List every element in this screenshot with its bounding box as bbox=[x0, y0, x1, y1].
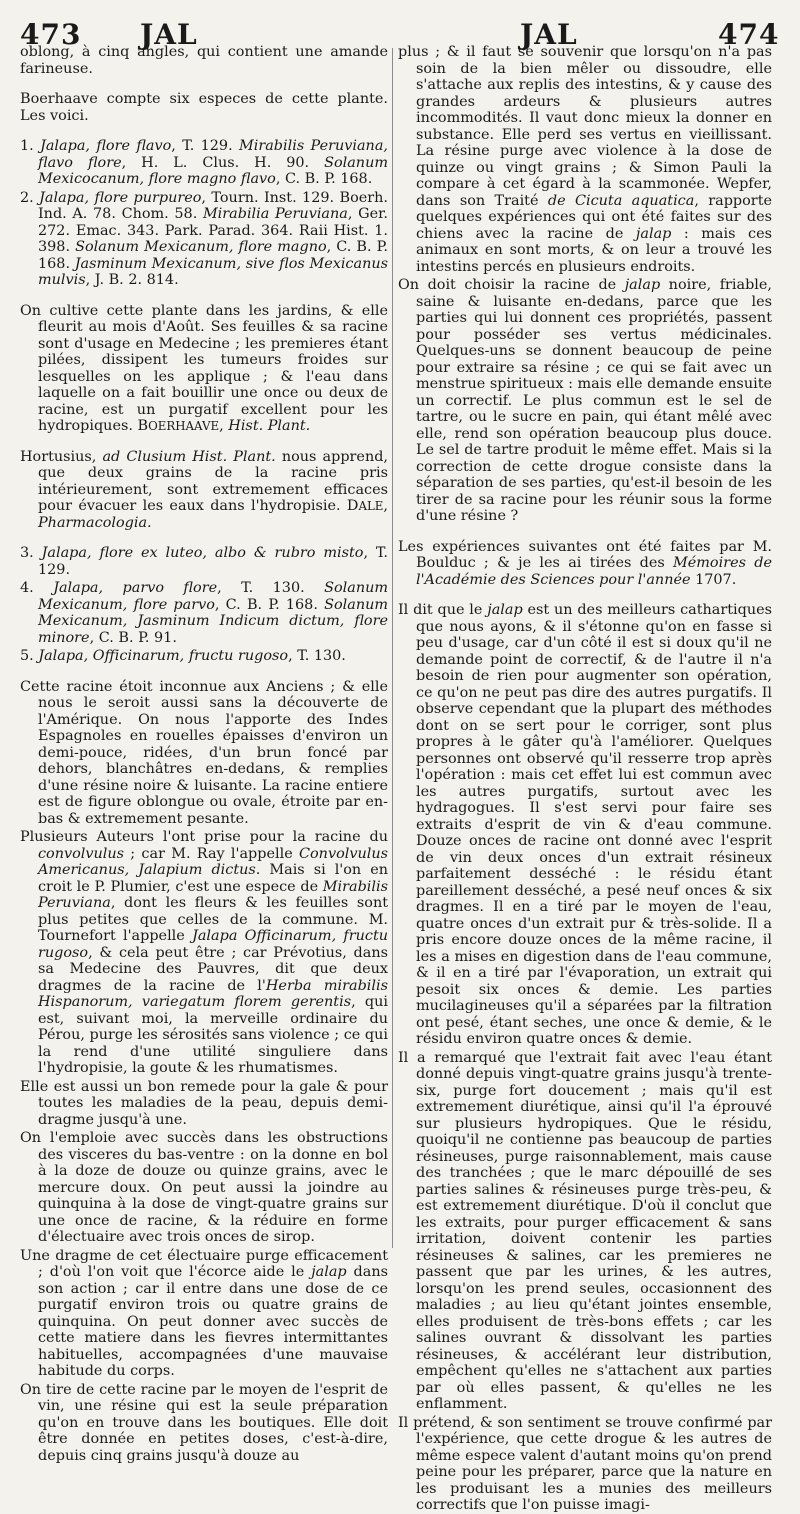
left-paragraph: On cultive cette plante dans les jardins, & elle fleurit au mois d'Août. Ses feuilles & sa racine sont d'usage en Medecine ; les premieres étant pilées, dissipent les tumeurs froides sur lesquelles on les applique ; & l'eau dans laquelle on a fait bouillir une once ou deux de racine, est un purgatif excellent pour les hydropiques. BOERHAAVE, Hist. Plant. bbox=[20, 302, 388, 434]
left-paragraph: Hortusius, ad Clusium Hist. Plant. nous apprend, que deux grains de la racine pris intérieurement, sont extremement efficaces pour évacuer les eaux dans l'hydropisie. DALE, Pharmacologia. bbox=[20, 448, 388, 531]
left-paragraph: Plusieurs Auteurs l'ont prise pour la racine du convolvulus ; car M. Ray l'appelle Convolvulus Americanus, Jalapium dictus. Mais si l'on en croit le P. Plumier, c'est une espece de Mirabilis Peruviana, dont les fleurs & les feuilles sont plus petites que celles de la commune. M. Tournefort l'appelle Jalapa Officinarum, fructu rugoso, & cela peut être ; car Prévotius, dans sa Medecine des Pauvres, dit que deux dragmes de la racine de l'Herba mirabilis Hispanorum, variegatum florem gerentis, qui est, suivant moi, la merveille ordinaire du Pérou, purge les sérosités sans violence ; ce qui la rend d'une utilité singuliere dans l'hydropisie, la goute & les rhumatismes. bbox=[20, 829, 388, 1076]
right-paragraph: Il a remarqué que l'extrait fait avec l'eau étant donné depuis vingt-quatre grains jusqu'à trente-six, purge fort doucement ; mais qu'il est extremement diurétique, ainsi qu'il l'a éprouvé sur plusieurs hydropiques. Que le résidu, quoiqu'il ne contienne pas beaucoup de parties résineuses, purge raisonnablement, mais cause des tranchées ; que le marc dépouillé de ses parties salines & résineuses purge très-peu, & est extremement diurétique. D'où il conclut que les extraits, pour purger efficacement & sans irritation, doivent contenir les parties résineuses & salines, car les premieres ne passent que par les urines, & les autres, lorsqu'on les prend seules, occasionnent des maladies ; au lieu qu'étant jointes ensemble, elles produisent de très-bons effets ; car les salines ouvrant & dissolvant les parties résineuses, & accélérant leur distribution, empêchent qu'elles ne s'attachent aux parties par où elles passent, & qu'elles ne les enflamment. bbox=[398, 1049, 772, 1412]
right-paragraph: On doit choisir la racine de jalap noire, friable, saine & luisante en-dedans, parce que les parties qui lui donnent ces propriétés, passent pour posséder ses vertus médicinales. Quelques-uns se donnent beaucoup de peine pour extraire sa résine ; ce qui se fait avec un menstrue spiritueux : mais elle demande ensuite un correctif. Le plus commun est le sel de tartre, ou le sucre en pain, qui étant mêlé avec elle, rend son opération beaucoup plus douce. Le sel de tartre produit le même effet. Mais si la correction de cette drogue consiste dans la séparation de ses parties, qu'est-il besoin de les tirer de sa racine pour les réunir sous la forme d'une résine ? bbox=[398, 277, 772, 524]
right-paragraph: Les expériences suivantes ont été faites par M. Boulduc ; & je les ai tirées des Mémoires de l'Académie des Sciences pour l'année 1707. bbox=[398, 538, 772, 588]
right-column bbox=[398, 44, 773, 1513]
running-head-left: JAL bbox=[140, 18, 198, 51]
left-column bbox=[20, 44, 389, 1464]
left-paragraph: 3. Jalapa, flore ex luteo, albo & rubro misto, T. 129. bbox=[20, 545, 388, 578]
right-paragraph: Il dit que le jalap est un des meilleurs cathartiques que nous ayons, & il s'étonne qu'on en fasse si peu d'usage, car d'un côté il est si doux qu'il ne demande point de correctif, & de l'autre il n'a besoin de rien pour augmenter son opération, ce qu'on ne peut pas dire des autres purgatifs. Il observe cependant que la plupart des méthodes dont on se sert pour le corriger, sont plus propres à le gâter qu'à l'améliorer. Quelques personnes ont observé qu'il resserre trop après l'opération : mais cet effet lui est commun avec les autres purgatifs, surtout avec les hydragogues. Il s'est servi pour faire ses extraits d'esprit de vin & d'eau commune. Douze onces de racine ont donné avec l'esprit de vin deux onces d'un extrait résineux parfaitement desséché : le résidu étant pareillement desséché, a pesé neuf onces & six dragmes. Il en a tiré par le moyen de l'eau, quatre onces d'un extrait pur & très-solide. Il a pris encore douze onces de la même racine, il les a mises en digestion dans de l'eau commune, & il en a tiré par l'évaporation, un extrait qui pesoit six onces & demie. Les parties mucilagineuses qu'il a séparées par la filtration ont pesé, étant seches, une once & demie, & le résidu environ quatre onces & demie. bbox=[398, 602, 772, 1047]
left-paragraph: Elle est aussi un bon remede pour la gale & pour toutes les maladies de la peau, depuis demi-dragme jusqu'à une. bbox=[20, 1078, 388, 1128]
left-paragraph: 2. Jalapa, flore purpureo, Tourn. Inst. 129. Boerh. Ind. A. 78. Chom. 58. Mirabilia Peruviana, Ger. 272. Emac. 343. Park. Parad. 364. Raii Hist. 1. 398. Solanum Mexicanum, flore magno, C. B. P. 168. Jasminum Mexicanum, sive flos Mexicanus mulvis, J. B. 2. 814. bbox=[20, 189, 388, 288]
left-paragraph: Une dragme de cet électuaire purge efficacement ; d'où l'on voit que l'écorce aide le jalap dans son action ; car il entre dans une dose de ce purgatif environ trois ou quatre grains de quinquina. On peut donner avec succès de cette matiere dans les fievres intermittantes habituelles, accompagnées d'une mauvaise habitude du corps. bbox=[20, 1247, 388, 1379]
running-head-right: JAL bbox=[520, 18, 578, 51]
left-paragraph: On l'emploie avec succès dans les obstructions des visceres du bas-ventre : on la donne en bol à la doze de douze ou quinze grains, avec le mercure doux. On peut aussi la joindre au quinquina à la dose de vingt-quatre grains sur une once de racine, & la réduire en forme d'électuaire avec trois onces de sirop. bbox=[20, 1130, 388, 1245]
left-paragraph: On tire de cette racine par le moyen de l'esprit de vin, une résine qui est la seule préparation qu'on en trouve dans les boutiques. Elle doit être donnée en petites doses, c'est-à-dire, depuis cinq grains jusqu'à douze au bbox=[20, 1381, 388, 1464]
left-paragraph: 5. Jalapa, Officinarum, fructu rugoso, T. 130. bbox=[20, 648, 346, 664]
page-number-right: 474 bbox=[718, 18, 780, 51]
left-paragraph: 1. Jalapa, flore flavo, T. 129. Mirabilis Peruviana, flavo flore, H. L. Clus. H. 90. Solanum Mexicocanum, flore magno flavo, C. B. P. 168. bbox=[20, 138, 388, 187]
left-paragraph: 4. Jalapa, parvo flore, T. 130. Solanum Mexicanum, flore parvo, C. B. P. 168. Solanum Mexicanum, Jasminum Indicum dictum, flore minore, C. B. P. 91. bbox=[20, 580, 389, 646]
right-paragraph: plus ; & il faut se souvenir que lorsqu'on n'a pas soin de la bien mêler ou dissoudre, elle s'attache aux replis des intestins, & y cause des grandes ardeurs & plusieurs autres incommodités. Il vaut donc mieux la donner en substance. Elle perd ses vertus en vieillissant. La résine purge avec violence à la dose de quinze ou vingt grains ; & Simon Pauli la compare à cet égard à la scammonée. Wepfer, dans son Traité de Cicuta aquatica, rapporte quelques expériences qui ont été faites sur des chiens avec la racine de jalap : mais ces animaux en sont morts, & on leur a trouvé les intestins percés en plusieurs endroits. bbox=[398, 44, 773, 275]
left-paragraph: Cette racine étoit inconnue aux Anciens ; & elle nous le seroit aussi sans la découverte de l'Amérique. On nous l'apporte des Indes Espagnoles en rouelles épaisses d'environ un demi-pouce, ridées, d'un brun foncé par dehors, blanchâtres en-dedans, & remplies d'une résine noire & luisante. La racine entiere est de figure oblongue ou ovale, étroite par en-bas & extremement pesante. bbox=[20, 678, 388, 827]
left-paragraph: oblong, à cinq angles, qui contient une amande farineuse. bbox=[20, 44, 388, 77]
right-paragraph: Il prétend, & son sentiment se trouve confirmé par l'expérience, que cette drogue & les autres de même espece valent d'autant moins qu'on prend peine pour les préparer, parce que la nature en les produisant les a munies des meilleurs correctifs que l'on puisse imagi- bbox=[398, 1414, 772, 1513]
left-paragraph: Boerhaave compte six especes de cette plante. Les voici. bbox=[20, 91, 388, 124]
column-divider bbox=[392, 48, 393, 1248]
page-number-left: 473 bbox=[20, 18, 82, 51]
